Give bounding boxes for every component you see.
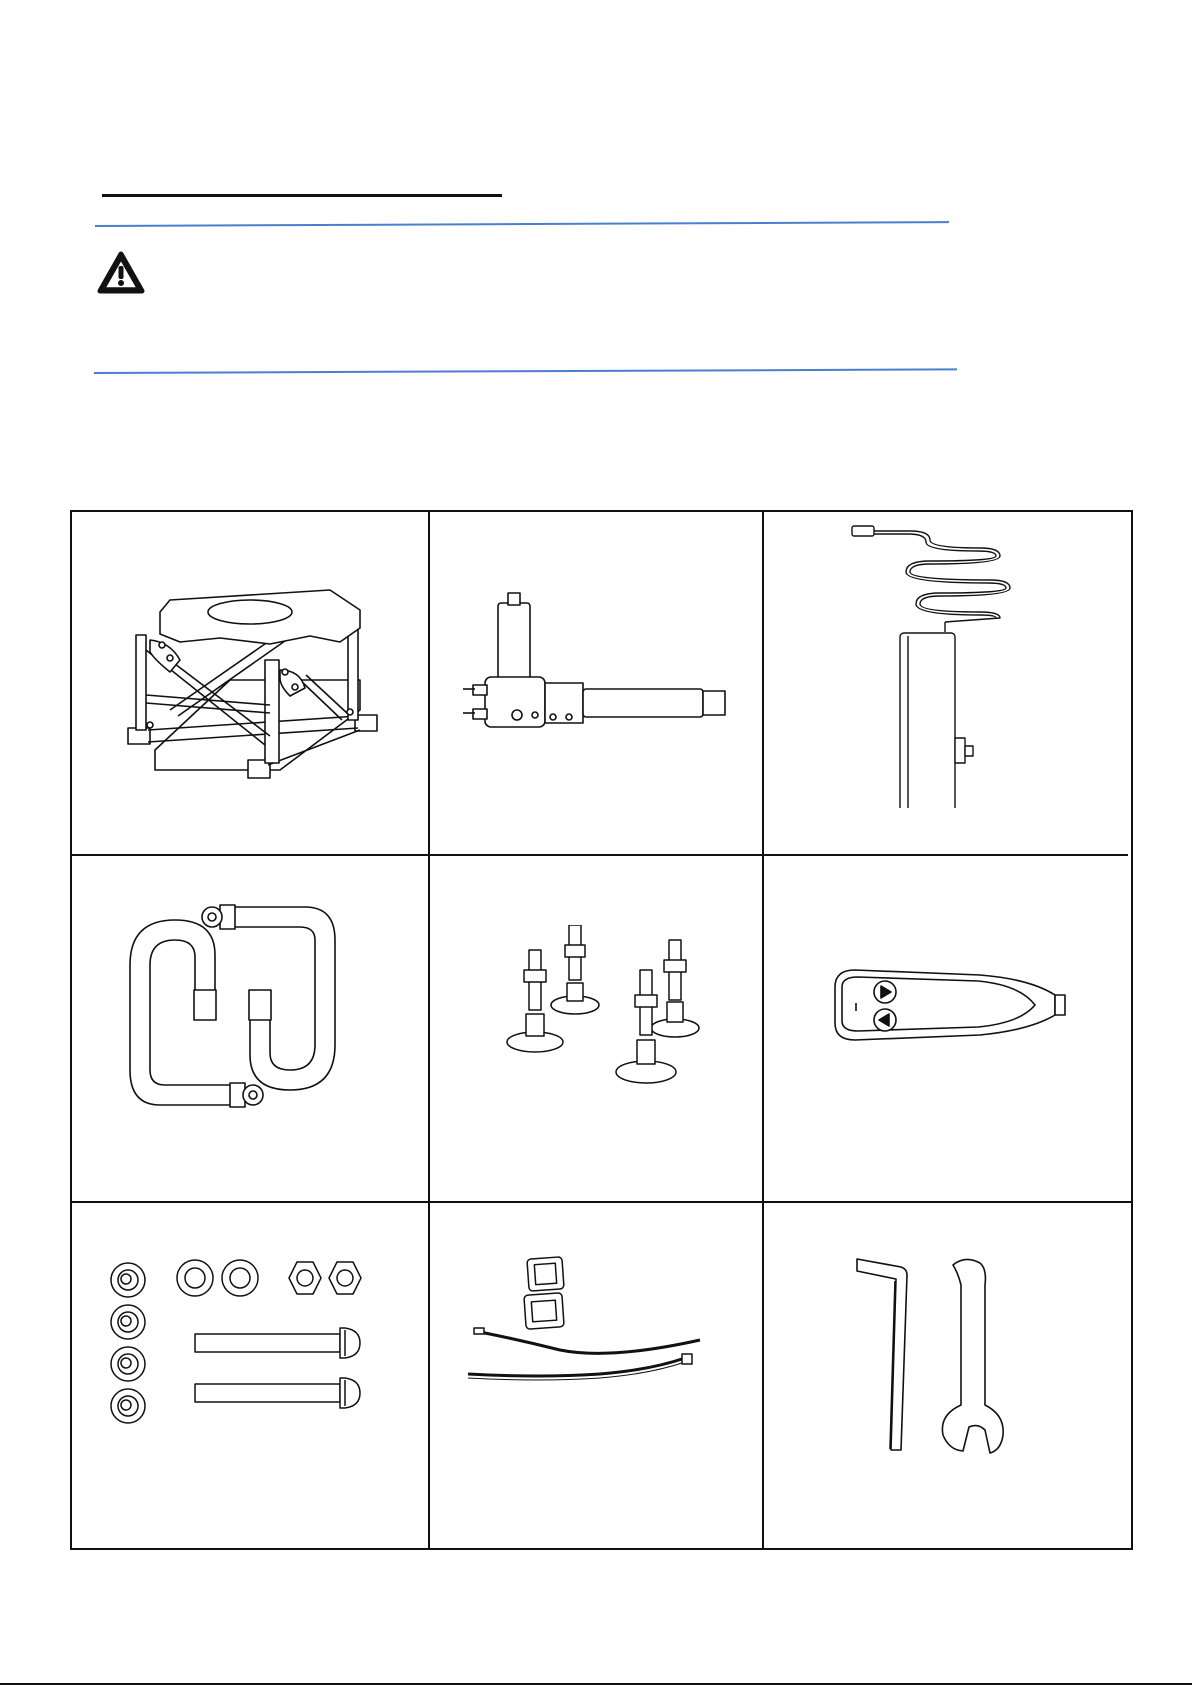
heading-underline	[102, 194, 502, 197]
allen-key-and-wrench-icon	[845, 1255, 1045, 1455]
linear-actuator-motor-icon	[445, 565, 745, 775]
warning-triangle-icon	[97, 251, 145, 295]
u-shaped-handle-bars-icon	[120, 895, 370, 1125]
warning-box-bottom-rule	[94, 368, 957, 374]
control-box-with-cable-icon	[850, 518, 1050, 808]
adjustable-feet-icon	[500, 925, 700, 1105]
hand-remote-control-icon	[830, 965, 1070, 1065]
parts-grid	[70, 510, 1133, 1550]
bolts-washers-nuts-icon	[105, 1250, 385, 1440]
cable-ties-and-caps-icon	[460, 1250, 720, 1390]
warning-box-top-rule	[95, 221, 949, 227]
seat-frame-icon	[110, 560, 400, 805]
